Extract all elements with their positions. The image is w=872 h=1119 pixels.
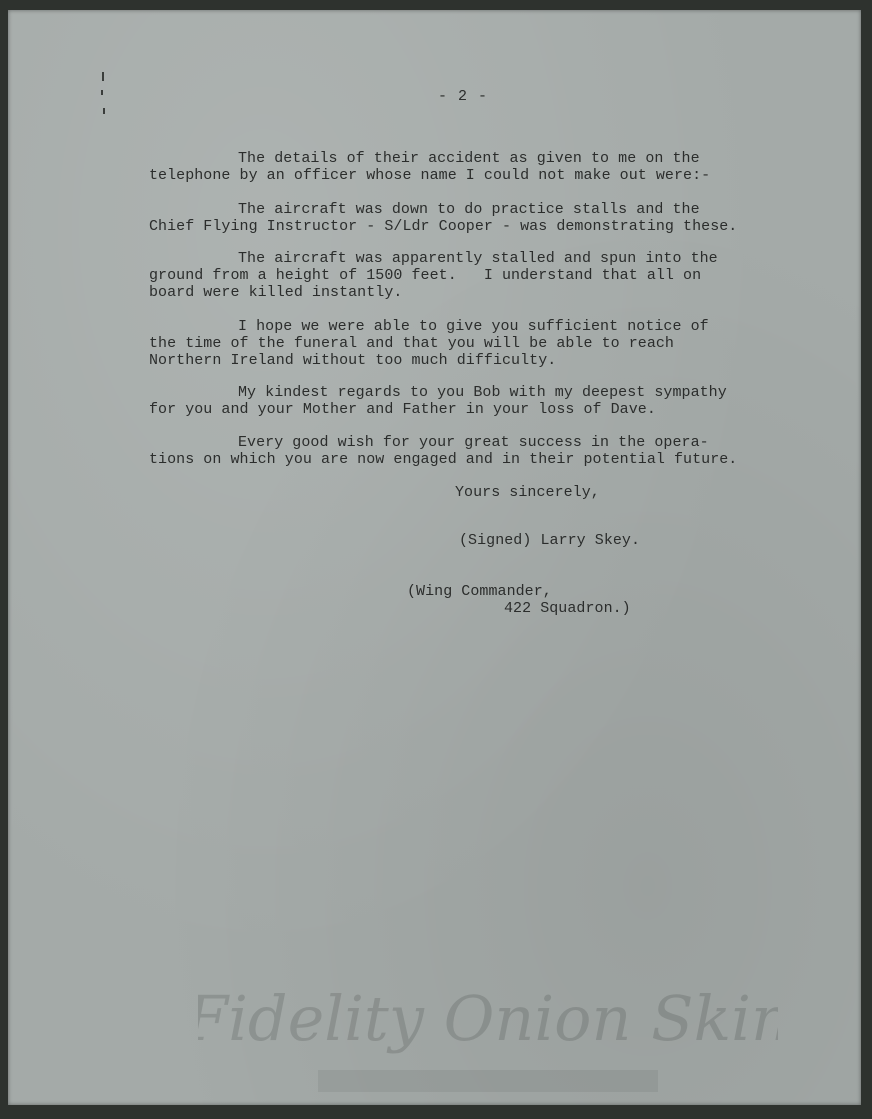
body-line: The details of their accident as given to me on the bbox=[238, 150, 700, 167]
body-line: Northern Ireland without too much difficulty. bbox=[149, 352, 557, 369]
body-line: the time of the funeral and that you will be able to reach bbox=[149, 335, 674, 352]
signatory-title: (Wing Commander, bbox=[407, 583, 552, 600]
signatory-unit: 422 Squadron.) bbox=[504, 600, 631, 617]
body-line: for you and your Mother and Father in your loss of Dave. bbox=[149, 401, 656, 418]
page-number: - 2 - bbox=[438, 88, 489, 105]
closing: Yours sincerely, bbox=[455, 484, 600, 501]
body-line: Every good wish for your great success in the opera- bbox=[238, 434, 709, 451]
body-line: ground from a height of 1500 feet. I understand that all on bbox=[149, 267, 702, 284]
margin-mark bbox=[102, 72, 104, 81]
svg-text:Fidelity Onion Skin: Fidelity Onion Skin bbox=[198, 982, 778, 1055]
signature: (Signed) Larry Skey. bbox=[459, 532, 641, 549]
body-line: Chief Flying Instructor - S/Ldr Cooper - was demonstrating these. bbox=[149, 218, 738, 235]
body-line: I hope we were able to give you sufficient notice of bbox=[238, 318, 709, 335]
margin-mark bbox=[101, 90, 103, 95]
body-line: My kindest regards to you Bob with my deepest sympathy bbox=[238, 384, 727, 401]
body-line: tions on which you are now engaged and in their potential future. bbox=[149, 451, 738, 468]
body-line: The aircraft was down to do practice stalls and the bbox=[238, 201, 700, 218]
letter-page bbox=[8, 10, 861, 1105]
margin-mark bbox=[103, 108, 105, 114]
paper-watermark bbox=[198, 970, 778, 1100]
body-line: board were killed instantly. bbox=[149, 284, 403, 301]
body-line: The aircraft was apparently stalled and spun into the bbox=[238, 250, 718, 267]
body-line: telephone by an officer whose name I could not make out were:- bbox=[149, 167, 711, 184]
